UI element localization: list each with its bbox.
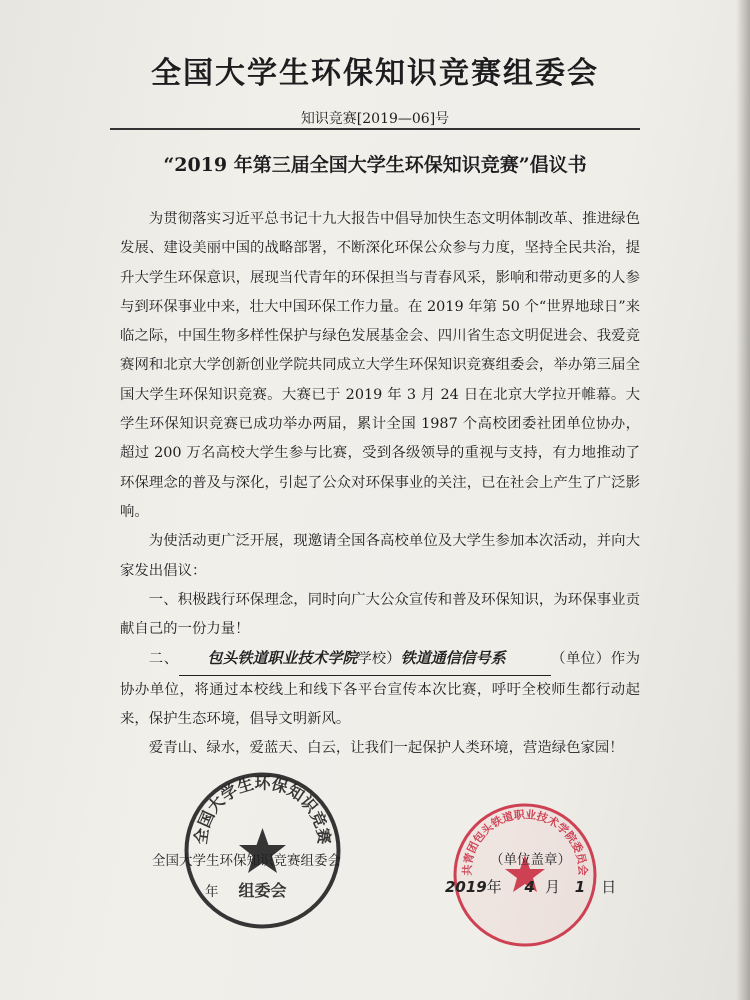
initiative-2-rest: 作为协办单位，将通过本校线上和线下各平台宣传本次比赛，呼吁全校师生都行动起来，保护生态环境，倡导文明新风。 (120, 651, 640, 728)
document-title: “2019 年第三届全国大学生环保知识竞赛”倡议书 (163, 154, 587, 176)
handwritten-department: 铁道通信信号系 (400, 649, 506, 668)
header-divider (110, 128, 640, 130)
handwritten-year: 2019 (445, 878, 487, 896)
date-month-char: 月 (544, 878, 560, 896)
seal-right-arc-text: 共青团包头铁道职业技术学院委员会 (460, 808, 590, 876)
school-seal (450, 800, 600, 950)
date-year-char: 年 (486, 878, 502, 896)
school-fill-line (179, 644, 551, 675)
date-day-char: 日 (601, 878, 617, 896)
unit-suffix: （单位） (550, 651, 611, 668)
paragraph-intro: 为贯彻落实习近平总书记十九大报告中倡导加快生态文明体制改革、推进绿色发展、建设美丽中国的战略部署，不断深化环保公众参与力度，坚持全民共治，提升大学生环保意识，展现当代青年的环保担当与青春风采，影响和带动更多的人参与到环保事业中来，壮大中国环保工作力量。在 2019 年第 50 个“世界地球日”来临之际，中国生物多样性保护与绿色发展基金会、四川省生态文明促进会、我爱竞赛网和北京大学创新创业学院共同成立大学生环保知识竞赛组委会，举办第三届全国大学生环保知识竞赛。大赛已于 2019 年 3 月 24 日在北京大学拉开帷幕。大学生环保知识竞赛已成功举办两届，累计全国 1987 个高校团委社团单位协办，超过 200 万名高校大学生参与比赛，受到各级领导的重视与支持，有力地推动了环保理念的普及与深化，引起了公众对环保事业的关注，已在社会上产生了广泛影响。 (120, 211, 640, 520)
unit-stamp-label: （单位盖章） (490, 852, 571, 868)
school-suffix: 学校） (357, 651, 401, 668)
initiative-2-prefix: 二、 (148, 651, 179, 668)
signature-year-label: 年 (205, 884, 219, 900)
document-body (120, 205, 640, 764)
paragraph-initiative-2 (120, 644, 640, 734)
seal-left-arc-text: 全国大学生环保知识竞赛 (191, 773, 334, 846)
handwritten-month: 4 (524, 878, 535, 896)
signature-organization: 全国大学生环保知识竞赛组委会 (152, 853, 341, 869)
handwritten-day: 1 (574, 878, 586, 896)
document-number: 知识竞赛[2019—06]号 (300, 111, 450, 127)
seal-left-bottom-text: 组委会 (238, 881, 287, 900)
signature-date (445, 876, 616, 897)
paragraph-initiative-1: 一、积极践行环保理念，同时向广大公众宣传和普及环保知识，为环保事业贡献自己的一份力量！ (120, 591, 640, 638)
issuing-organization: 全国大学生环保知识竞赛组委会 (151, 56, 599, 91)
handwritten-school: 包头铁道职业技术学院 (207, 649, 358, 668)
paragraph-closing: 爱青山、绿水，爱蓝天、白云，让我们一起保护人类环境，营造绿色家园！ (148, 740, 624, 757)
paragraph-invitation: 为使活动更广泛开展，现邀请全国各高校单位及大学生参加本次活动，并向大家发出倡议： (120, 533, 640, 579)
